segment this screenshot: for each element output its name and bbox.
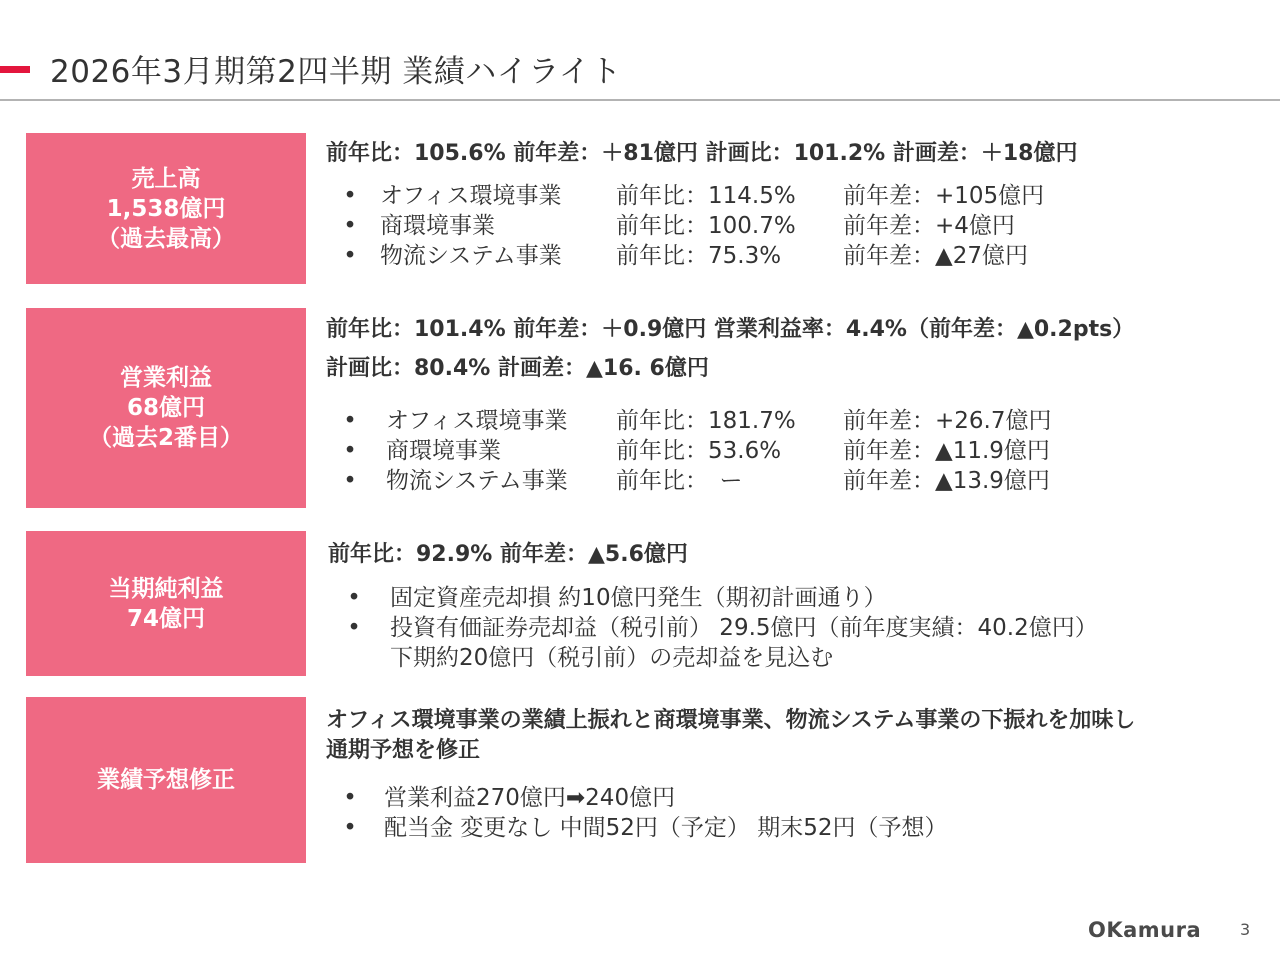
- bullet-dot: •: [343, 815, 357, 841]
- forecast-revision-label-box: [26, 697, 306, 863]
- net-income-summary: 前年比：92.9% 前年差：▲5.6億円: [328, 542, 688, 567]
- yoy-ratio: 前年比：114.5%: [616, 183, 796, 209]
- operating-profit-plan-summary: 計画比：80.4% 計画差：▲16. 6億円: [326, 356, 709, 381]
- page-title: 2026年3月期第2四半期 業績ハイライト: [50, 54, 622, 90]
- bullet-dot: •: [343, 213, 357, 239]
- bullet-dot: •: [343, 785, 357, 811]
- segment-name: 商環境事業: [386, 438, 501, 464]
- label-line: （過去最高）: [97, 225, 235, 252]
- label-line: 営業利益: [120, 365, 212, 391]
- note-text: 営業利益270億円➡240億円: [384, 785, 676, 811]
- sales-label-box: [26, 133, 306, 284]
- yoy-ratio: 前年比： ー: [616, 468, 743, 494]
- segment-name: オフィス環境事業: [386, 408, 568, 434]
- okamura-logo: OKamura: [1088, 918, 1202, 942]
- forecast-revision-summary: オフィス環境事業の業績上振れと商環境事業、物流システム事業の下振れを加味し: [326, 708, 1136, 733]
- yoy-diff: 前年差：▲11.9億円: [843, 438, 1050, 464]
- yoy-ratio: 前年比：75.3%: [616, 243, 782, 269]
- sales-summary: 前年比：105.6% 前年差：＋81億円 計画比：101.2% 計画差：＋18億円: [326, 141, 1078, 166]
- bullet-dot: •: [343, 468, 357, 494]
- yoy-ratio: 前年比：100.7%: [616, 213, 796, 239]
- yoy-diff: 前年差：▲27億円: [843, 243, 1028, 269]
- label-line: 68億円: [126, 395, 205, 421]
- segment-name: 物流システム事業: [380, 243, 562, 269]
- bullet-dot: •: [343, 408, 357, 434]
- label-line: 当期純利益: [108, 575, 224, 602]
- label-line: （過去2番目）: [88, 425, 243, 451]
- title-accent-bar: [0, 66, 30, 73]
- yoy-diff: 前年差：+4億円: [843, 213, 1015, 239]
- note-text: 下期約20億円（税引前）の売却益を見込む: [390, 645, 834, 671]
- label-line: 1,538億円: [106, 195, 226, 222]
- note-text: 投資有価証券売却益（税引前） 29.5億円（前年度実績：40.2億円）: [390, 615, 1098, 641]
- label-line: 74億円: [126, 605, 205, 632]
- note-text: 固定資産売却損 約10億円発生（期初計画通り）: [390, 585, 887, 611]
- yoy-diff: 前年差：+26.7億円: [843, 408, 1052, 434]
- bullet-dot: •: [343, 438, 357, 464]
- page-number: 3: [1240, 920, 1251, 939]
- segment-name: オフィス環境事業: [380, 183, 562, 209]
- label-line: 業績予想修正: [97, 767, 235, 793]
- yoy-diff: 前年差：+105億円: [843, 183, 1045, 209]
- operating-profit-summary: 前年比：101.4% 前年差：＋0.9億円 営業利益率：4.4%（前年差：▲0.2pts）: [326, 317, 1135, 342]
- bullet-dot: •: [347, 585, 361, 611]
- segment-name: 商環境事業: [380, 213, 495, 239]
- operating-profit-label-box: [26, 308, 306, 508]
- title-divider: [0, 99, 1280, 101]
- yoy-diff: 前年差：▲13.9億円: [843, 468, 1050, 494]
- forecast-revision-summary: 通期予想を修正: [326, 738, 481, 763]
- label-line: 売上高: [131, 165, 201, 192]
- yoy-ratio: 前年比：181.7%: [616, 408, 796, 434]
- bullet-dot: •: [343, 243, 357, 269]
- net-income-label-box: [26, 531, 306, 676]
- bullet-dot: •: [343, 183, 357, 209]
- note-text: 配当金 変更なし 中間52円（予定） 期末52円（予想）: [384, 815, 948, 841]
- yoy-ratio: 前年比：53.6%: [616, 438, 782, 464]
- segment-name: 物流システム事業: [386, 468, 568, 494]
- bullet-dot: •: [347, 615, 361, 641]
